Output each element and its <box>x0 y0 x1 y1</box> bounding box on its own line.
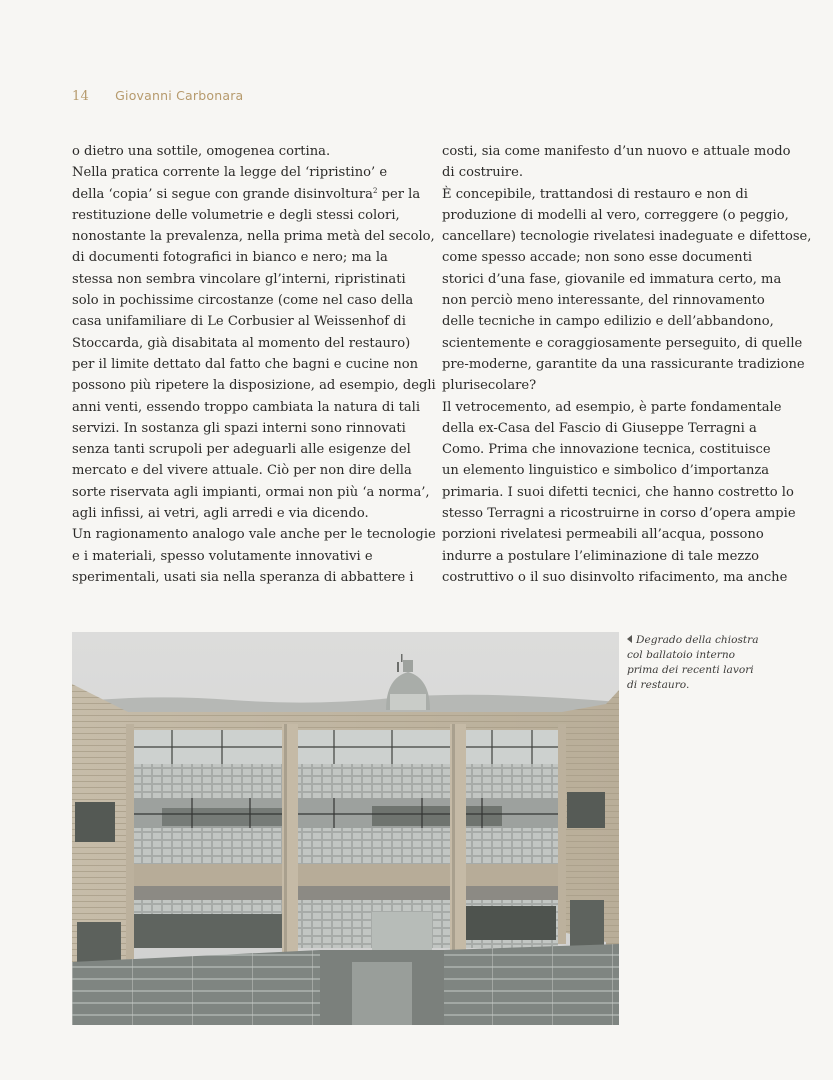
text-line: cancellare) tecnologie rivelatesi inadeguate e difettose, <box>442 229 812 245</box>
text-line: storici d’una fase, giovanile ed immatura certo, ma <box>442 271 782 287</box>
text-line: delle tecniche in campo edilizio e dell’abbandono, <box>442 314 774 330</box>
text-line: un elemento linguistico e simbolico d’importanza <box>442 463 770 479</box>
text-line: non perciò meno interessante, del rinnovamento <box>442 293 765 309</box>
text-line: solo in pochissime circostanze (come nel caso della <box>72 293 414 309</box>
text-line: possono più ripetere la disposizione, ad esempio, degli <box>72 378 436 394</box>
courtyard-photo <box>72 632 619 1025</box>
caption-line: col ballatoio interno <box>627 649 736 661</box>
text-line: senza tanti scrupoli per adeguarli alle esigenze del <box>72 442 411 458</box>
text-line: plurisecolare? <box>442 378 537 394</box>
text-line: Nella pratica corrente la legge del ‘ripristino’ e <box>72 165 388 181</box>
text-line: di documenti fotografici in bianco e nero; ma la <box>72 250 388 266</box>
text-line: agli infissi, ai vetri, agli arredi e via dicendo. <box>72 506 369 522</box>
text-line: sorte riservata agli impianti, ormai non più ‘a norma’, <box>72 484 430 500</box>
running-header <box>72 88 243 104</box>
photo-caption <box>627 633 797 693</box>
text-line: e i materiali, spesso volutamente innovativi e <box>72 548 373 564</box>
text-line: scientemente e coraggiosamente perseguito, di quelle <box>442 335 803 351</box>
text-line: Como. Prima che innovazione tecnica, costituisce <box>442 442 771 458</box>
text-column-right <box>442 141 812 588</box>
text-line: costruttivo o il suo disinvolto rifacimento, ma anche <box>442 569 788 585</box>
text-line: della ex-Casa del Fascio di Giuseppe Terragni a <box>442 420 757 436</box>
text-column-left <box>72 141 436 588</box>
text-line: nonostante la prevalenza, nella prima metà del secolo, <box>72 229 435 245</box>
left-triangle-icon <box>627 635 632 643</box>
text-line: restituzione delle volumetrie e degli stessi colori, <box>72 207 400 223</box>
text-line: Stoccarda, già disabitata al momento del restauro) <box>72 335 411 351</box>
text-line: Il vetrocemento, ad esempio, è parte fondamentale <box>442 399 782 415</box>
text-line: costi, sia come manifesto d’un nuovo e attuale modo <box>442 144 791 159</box>
text-line: o dietro una sottile, omogenea cortina. <box>72 144 331 159</box>
text-line: stesso Terragni a ricostruirne in corso d’opera ampie <box>442 506 796 522</box>
text-line: È concepibile, trattandosi di restauro e non di <box>442 186 748 202</box>
page-number: 14 <box>72 89 89 104</box>
footnote-reference: 2 <box>372 186 378 195</box>
caption-line: di restauro. <box>627 679 690 691</box>
text-line: servizi. In sostanza gli spazi interni sono rinnovati <box>72 420 406 436</box>
text-line: casa unifamiliare di Le Corbusier al Weissenhof di <box>72 314 406 330</box>
text-line: stessa non sembra vincolare gl’interni, ripristinati <box>72 271 406 287</box>
text-line: pre-moderne, garantite da una rassicurante tradizione <box>442 356 805 372</box>
text-line: produzione di modelli al vero, correggere (o peggio, <box>442 207 789 223</box>
text-line: indurre a postulare l’eliminazione di tale mezzo <box>442 548 760 564</box>
text-line: sperimentali, usati sia nella speranza di abbattere i <box>72 569 414 585</box>
text-line: della ‘copia’ si segue con grande disinvoltura$^2$ per la <box>72 186 421 202</box>
text-line: anni venti, essendo troppo cambiata la natura di tali <box>72 399 421 415</box>
text-line: di costruire. <box>442 165 523 181</box>
text-line: per il limite dettato dal fatto che bagni e cucine non <box>72 356 419 372</box>
running-author: Giovanni Carbonara <box>115 88 244 103</box>
caption-line: prima dei recenti lavori <box>627 664 754 676</box>
text-line: porzioni rivelatesi permeabili all’acqua, possono <box>442 527 764 543</box>
caption-line: Degrado della chiostra <box>627 633 797 648</box>
text-line: come spesso accade; non sono esse documenti <box>442 250 753 266</box>
text-line: mercato e del vivere attuale. Ciò per non dire della <box>72 463 412 479</box>
text-line: primaria. I suoi difetti tecnici, che hanno costretto lo <box>442 484 794 500</box>
text-line: Un ragionamento analogo vale anche per le tecnologie <box>72 527 436 543</box>
